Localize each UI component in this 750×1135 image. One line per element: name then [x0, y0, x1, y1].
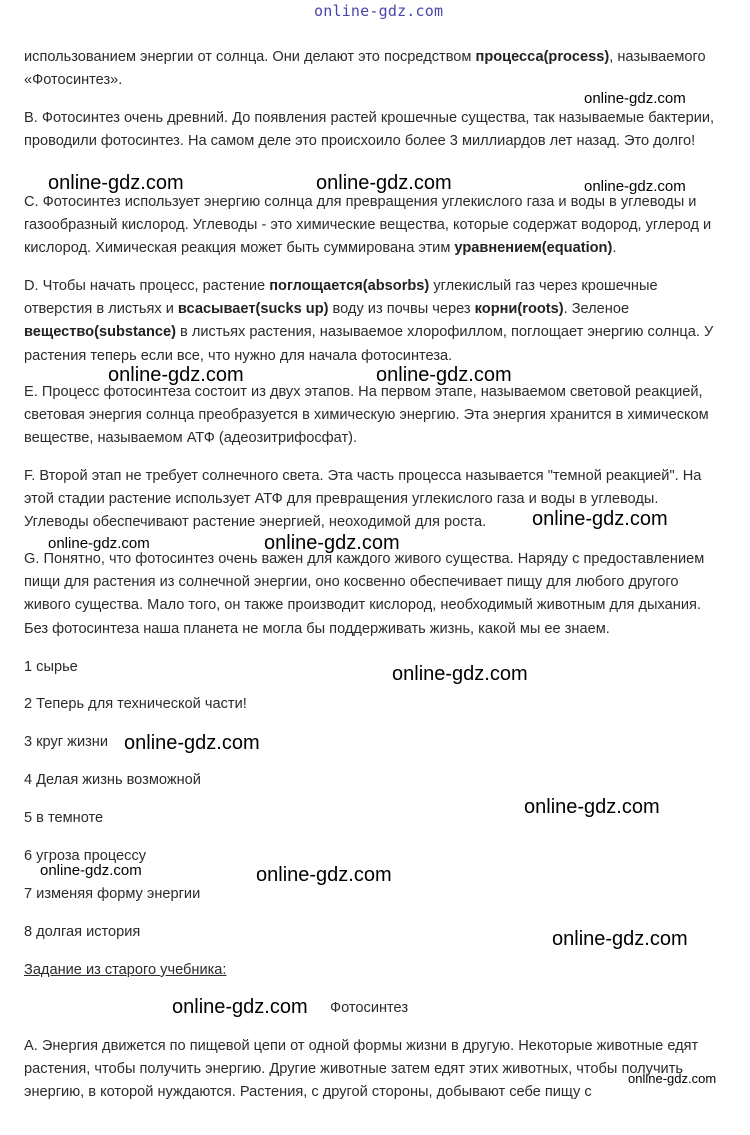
list-item: 8 долгая история	[24, 924, 141, 940]
paragraph-g: G. Понятно, что фотосинтез очень важен для каждого живого существа. Наряду с предоставлением пищи для растения из солнечной энергии, оно косвенно обеспечивает пищу для любого другого живого существа. Мало того, он также производит кислород, необходимый животным для дыхания. Без фотосинтеза наша планета не могла бы поддерживать жизнь, какой мы ее знаем.	[24, 551, 705, 637]
d-text-1: D. Чтобы начать процесс, растение	[24, 278, 270, 294]
list-item: 6 угроза процессу	[24, 848, 147, 864]
watermark: online-gdz.com	[628, 1071, 717, 1086]
list-item: 1 сырье	[24, 659, 78, 675]
intro-term-process: процесса(process)	[475, 49, 610, 65]
list-item: 4 Делая жизнь возможной	[24, 772, 201, 788]
d-term-absorbs: поглощается(absorbs)	[269, 278, 430, 294]
paragraph-b: B. Фотосинтез очень древний. До появления растей крошечные существа, так называемые бактерии, проводили фотосинтез. На самом деле это происхоило более 3 миллиардов лет назад. Это долго!	[24, 110, 715, 150]
watermark: online-gdz.com	[584, 90, 686, 107]
list-item: 7 изменяя форму энергии	[24, 886, 201, 902]
watermark: online-gdz.com	[124, 732, 260, 754]
watermark: online-gdz.com	[40, 862, 142, 879]
watermark: online-gdz.com	[316, 172, 452, 194]
d-term-substance: вещество(substance)	[24, 324, 176, 341]
c-text-2: .	[612, 240, 617, 257]
watermark: online-gdz.com	[108, 364, 244, 386]
watermark: online-gdz.com	[376, 364, 512, 386]
watermark: online-gdz.com	[392, 663, 528, 685]
watermark: online-gdz.com	[48, 172, 184, 194]
paragraph-intro	[24, 46, 724, 92]
old-task-title: Фотосинтез	[330, 1000, 409, 1016]
paragraph-e: E. Процесс фотосинтеза состоит из двух этапов. На первом этапе, называемом световой реакцией, световая энергия солнца преобразуется в химическую энергию. Эта энергия хранится в химическом веществе, называемом АТФ (адеозитрифосфат).	[24, 384, 709, 447]
d-text-5: в листьях растения, называемое хлорофиллом, поглощает энергию солнца. У растения теперь если все, что нужно для начала фотосинтеза.	[24, 324, 714, 364]
paragraph-c	[24, 191, 724, 261]
watermark: online-gdz.com	[172, 996, 308, 1018]
watermark: online-gdz.com	[584, 178, 686, 195]
watermark: online-gdz.com	[524, 796, 660, 818]
c-text-1: C. Фотосинтез использует энергию солнца для превращения углекислого газа и воды в углеводы и газообразный кислород. Углеводы - это химические вещества, которые содержат водород, углерод и кислород. Химическая реакция может быть суммирована этим	[24, 194, 712, 257]
watermark: online-gdz.com	[256, 864, 392, 886]
intro-text-2: , называемого «Фотосинтез».	[24, 49, 706, 89]
list-item: 2 Теперь для технической части!	[24, 696, 247, 712]
top-watermark: online-gdz.com	[314, 2, 444, 20]
c-term-equation: уравнением(equation)	[454, 240, 613, 257]
d-term-sucks-up: всасывает(sucks up)	[177, 301, 329, 318]
intro-text-1: использованием энергии от солнца. Они делают это посредством	[24, 49, 476, 65]
d-term-roots: корни(roots)	[474, 301, 564, 318]
list-item: 3 круг жизни	[24, 734, 108, 750]
d-text-3: воду из почвы через	[328, 301, 475, 318]
watermark: online-gdz.com	[264, 532, 400, 554]
d-text-2: углекислый газ через крошечные отверстия в листьях и	[24, 278, 658, 318]
paragraph-d	[24, 275, 724, 368]
paragraph-f: F. Второй этап не требует солнечного света. Эта часть процесса называется "темной реакцией". На этой стадии растение использует АТФ для превращения углекислого газа и воды в углеводы. Углеводы обеспечивают растение энергией, неоходимой для роста.	[24, 468, 702, 531]
old-task-heading: Задание из старого учебника:	[24, 962, 227, 978]
paragraph-old-a: A. Энергия движется по пищевой цепи от одной формы жизни в другую. Некоторые животные едят растения, чтобы получить энергию. Другие животные затем едят этих животных, чтобы получить энергию, в которой нуждаются. Растения, с другой стороны, добывают себе пищу с	[24, 1038, 699, 1101]
list-item: 5 в темноте	[24, 810, 104, 826]
watermark: online-gdz.com	[532, 508, 668, 530]
watermark: online-gdz.com	[552, 928, 688, 950]
d-text-4: . Зеленое	[563, 301, 630, 318]
watermark: online-gdz.com	[48, 535, 150, 552]
